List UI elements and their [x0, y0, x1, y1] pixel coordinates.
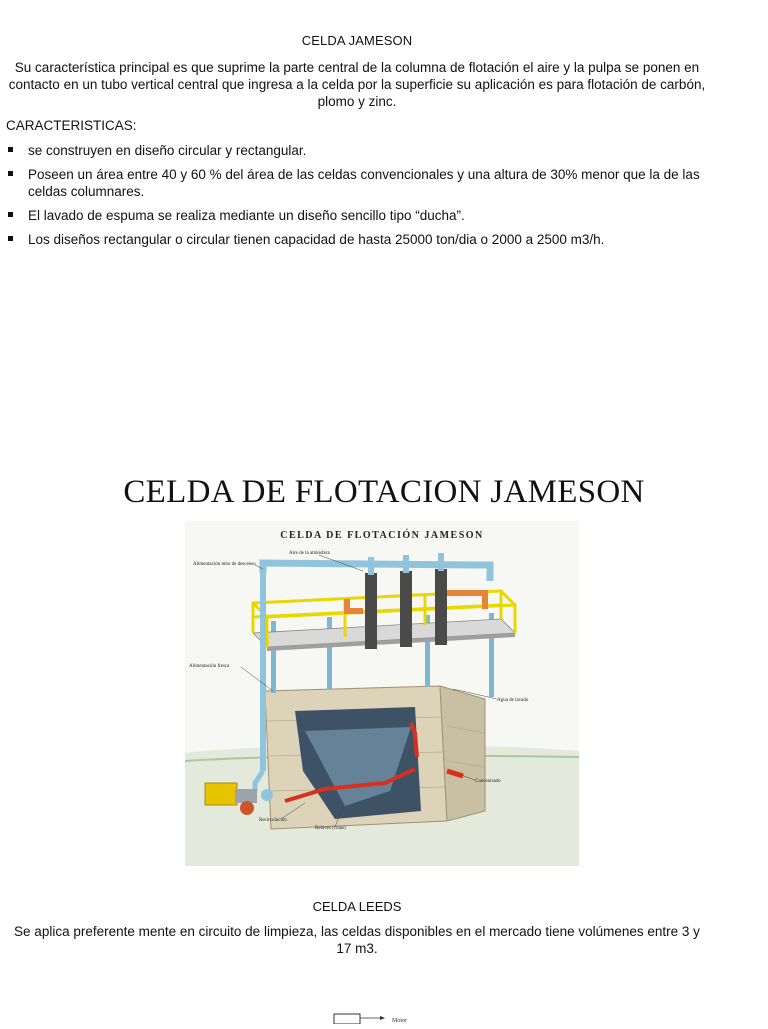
section-title-jameson: CELDA JAMESON	[301, 33, 413, 48]
section-title-leeds: CELDA LEEDS	[312, 899, 402, 914]
jameson-flotation-heading: CELDA DE FLOTACION JAMESON	[123, 474, 645, 510]
square-bullet-icon	[8, 212, 13, 217]
label-air: Aire de la atmósfera	[289, 551, 330, 556]
list-item: Poseen un área entre 40 y 60 % del área de las celdas convencionales y una altura de 30% menor que la de las celdas columnares.	[6, 166, 716, 200]
label-wash-water: Agua de lavado	[497, 698, 529, 703]
characteristics-heading: CARACTERISTICAS:	[6, 118, 137, 133]
square-bullet-icon	[8, 171, 13, 176]
label-fresh-feed: Alimentación fresca	[189, 664, 230, 669]
leeds-description: Se aplica preferente mente en circuito de limpieza, las celdas disponibles en el mercado tiene volúmenes entre 3 y 17 m3.	[14, 924, 700, 956]
square-bullet-icon	[8, 147, 13, 152]
figure-title: CELDA DE FLOTACIÓN JAMESON	[280, 530, 484, 541]
list-item: Los diseños rectangular o circular tienen capacidad de hasta 25000 ton/dia o 2000 a 2500 m3/h.	[6, 231, 716, 248]
label-recirculation: Recirculación	[259, 818, 287, 823]
label-feed-tube: Alimentación tubo de descenso	[193, 562, 256, 567]
characteristics-list	[6, 142, 716, 255]
jameson-cell-illustration	[185, 521, 579, 866]
label-tailings: Relaves (colas)	[315, 826, 346, 831]
list-item: se construyen en diseño circular y rectangular.	[6, 142, 716, 159]
jameson-description: Su característica principal es que suprime la parte central de la columna de flotación el aire y la pulpa se ponen en contacto en un tubo vertical central que ingresa a la celda por la superficie su aplicación es para flotación de carbón, plomo y zinc.	[8, 60, 706, 109]
motor-label: Motor	[392, 1018, 407, 1024]
label-concentrate: Concentrado	[475, 779, 501, 784]
list-item: El lavado de espuma se realiza mediante un diseño sencillo tipo “ducha”.	[6, 207, 716, 224]
leeds-motor-diagram	[330, 1008, 430, 1024]
square-bullet-icon	[8, 236, 13, 241]
